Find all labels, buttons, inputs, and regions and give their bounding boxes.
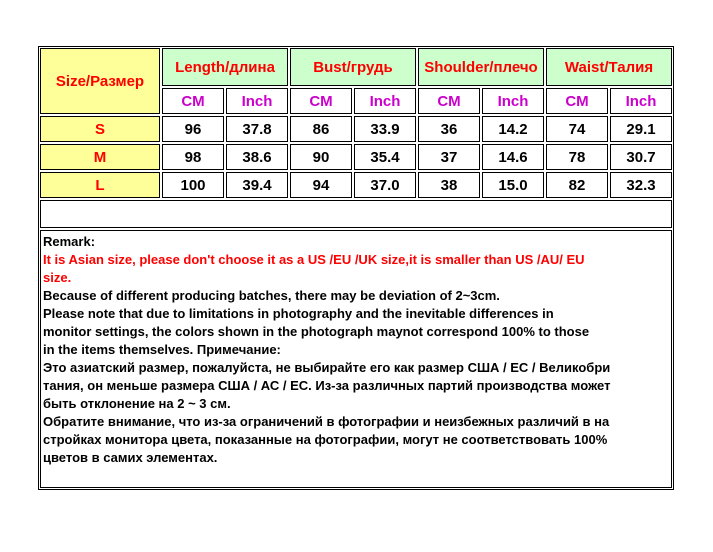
remark-line: Please note that due to limitations in photography and the inevitable differences in bbox=[43, 306, 554, 321]
table-cell: 30.7 bbox=[610, 144, 672, 170]
table-cell: 100 bbox=[162, 172, 224, 198]
empty-row bbox=[40, 200, 672, 228]
table-cell: 36 bbox=[418, 116, 480, 142]
table-cell: 78 bbox=[546, 144, 608, 170]
table-cell: 86 bbox=[290, 116, 352, 142]
remark-line: monitor settings, the colors shown in the photograph maynot correspond 100% to those bbox=[43, 324, 590, 339]
unit-waist-inch: Inch bbox=[610, 88, 672, 114]
table-cell: 33.9 bbox=[354, 116, 416, 142]
bust-header: Bust/грудь bbox=[290, 48, 416, 86]
size-label-s: S bbox=[40, 116, 160, 142]
table-cell: 96 bbox=[162, 116, 224, 142]
table-cell: 82 bbox=[546, 172, 608, 198]
table-cell: 35.4 bbox=[354, 144, 416, 170]
size-label-m: M bbox=[40, 144, 160, 170]
size-label-l: L bbox=[40, 172, 160, 198]
table-cell: 38.6 bbox=[226, 144, 288, 170]
table-cell: 14.6 bbox=[482, 144, 544, 170]
table-cell: 32.3 bbox=[610, 172, 672, 198]
unit-length-inch: Inch bbox=[226, 88, 288, 114]
remark-line: стройках монитора цвета, показанные на фотографии, могут не соответствовать 100% bbox=[43, 432, 608, 447]
table-cell: 39.4 bbox=[226, 172, 288, 198]
table-cell: 15.0 bbox=[482, 172, 544, 198]
remark-box bbox=[40, 230, 672, 488]
table-cell: 94 bbox=[290, 172, 352, 198]
unit-shoulder-cm: CM bbox=[418, 88, 480, 114]
unit-bust-inch: Inch bbox=[354, 88, 416, 114]
table-cell: 74 bbox=[546, 116, 608, 142]
remark-line: быть отклонение на 2 ~ 3 см. bbox=[43, 396, 231, 411]
table-cell: 37 bbox=[418, 144, 480, 170]
remark-line: in the items themselves. Примечание: bbox=[43, 342, 281, 357]
table-cell: 14.2 bbox=[482, 116, 544, 142]
remark-title: Remark: bbox=[43, 234, 96, 249]
remark-warning-line: size. bbox=[43, 270, 72, 285]
table-cell: 37.0 bbox=[354, 172, 416, 198]
remark-line: Обратите внимание, что из-за ограничений в фотографии и неизбежных различий в на bbox=[43, 414, 610, 429]
table-cell: 37.8 bbox=[226, 116, 288, 142]
table-cell: 38 bbox=[418, 172, 480, 198]
remark-warning-line: It is Asian size, please don't choose it as a US /EU /UK size,it is smaller than US /AU/ EU bbox=[43, 252, 585, 267]
unit-waist-cm: CM bbox=[546, 88, 608, 114]
remark-line: Because of different producing batches, there may be deviation of 2~3cm. bbox=[43, 288, 500, 303]
remark-line: тания, он меньше размера США / АС / ЕС. Из-за различных партий производства может bbox=[43, 378, 611, 393]
waist-header: Waist/Талия bbox=[546, 48, 672, 86]
length-header: Length/длина bbox=[162, 48, 288, 86]
table-cell: 98 bbox=[162, 144, 224, 170]
shoulder-header: Shoulder/плечо bbox=[418, 48, 544, 86]
unit-shoulder-inch: Inch bbox=[482, 88, 544, 114]
size-header: Size/Размер bbox=[40, 48, 160, 114]
unit-length-cm: CM bbox=[162, 88, 224, 114]
remark-line: цветов в самих элементах. bbox=[43, 450, 218, 465]
table-cell: 90 bbox=[290, 144, 352, 170]
remark-line: Это азиатский размер, пожалуйста, не выбирайте его как размер США / ЕС / Великобри bbox=[43, 360, 611, 375]
unit-bust-cm: CM bbox=[290, 88, 352, 114]
table-cell: 29.1 bbox=[610, 116, 672, 142]
